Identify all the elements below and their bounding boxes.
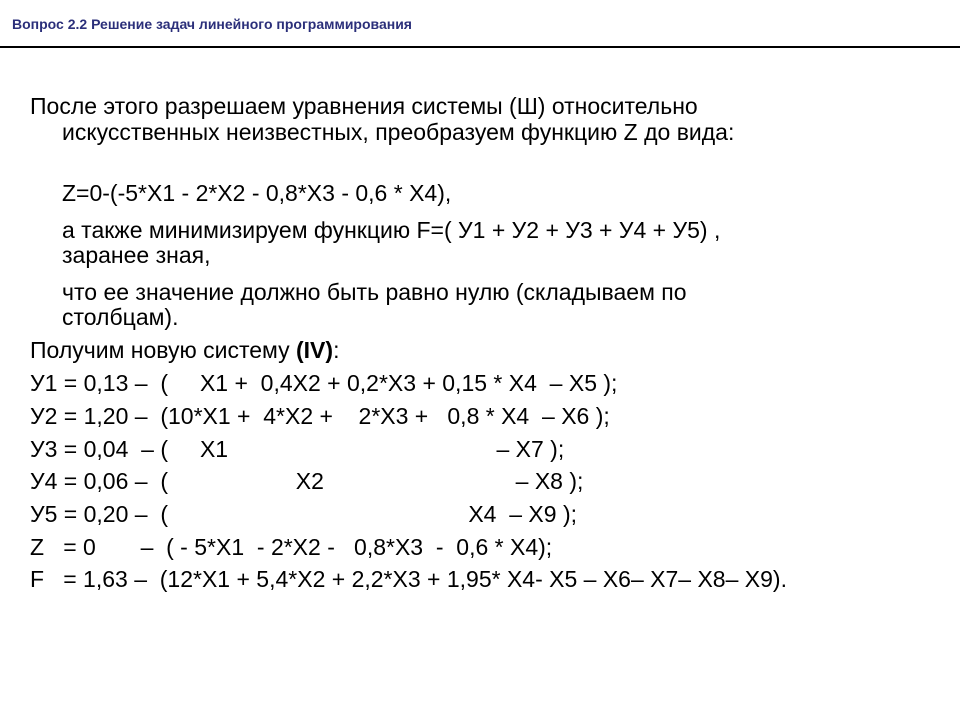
sum-line-2: столбцам).	[62, 304, 179, 330]
minimize-line-1: а также минимизируем функцию F=( У1 + У2 + У3 + У4 + У5) ,	[62, 217, 721, 243]
z-formula: Z=0-(-5*X1 - 2*X2 - 0,8*X3 - 0,6 * X4),	[62, 180, 452, 206]
system-intro-text: Получим новую систему	[30, 337, 296, 363]
equation-row-y4: У4 = 0,06 – ( X2 – X8 );	[30, 468, 584, 494]
system-label: (IV)	[296, 337, 334, 363]
intro-line-2: искусственных неизвестных, преобразуем функцию Z до вида:	[62, 119, 735, 145]
equation-row-y3: У3 = 0,04 – ( X1 – X7 );	[30, 436, 565, 462]
slide-title: Вопрос 2.2 Решение задач линейного программирования	[12, 16, 412, 32]
equation-row-z: Z = 0 – ( - 5*X1 - 2*X2 - 0,8*X3 - 0,6 * X4);	[30, 534, 553, 560]
system-intro-colon: :	[333, 337, 340, 363]
minimize-line-2: заранее зная,	[62, 242, 211, 268]
equation-row-f: F = 1,63 – (12*X1 + 5,4*X2 + 2,2*X3 + 1,95* X4- X5 – X6– X7– X8– X9).	[30, 566, 787, 592]
system-intro	[30, 338, 339, 363]
sum-line-1: что ее значение должно быть равно нулю (складываем по	[62, 279, 687, 305]
equation-row-y1: У1 = 0,13 – ( X1 + 0,4X2 + 0,2*X3 + 0,15 * X4 – X5 );	[30, 370, 618, 396]
equation-row-y5: У5 = 0,20 – ( X4 – X9 );	[30, 501, 578, 527]
intro-line-1: После этого разрешаем уравнения системы (Ш) относительно	[30, 93, 698, 119]
equation-row-y2: У2 = 1,20 – (10*X1 + 4*X2 + 2*X3 + 0,8 * X4 – X6 );	[30, 403, 610, 429]
